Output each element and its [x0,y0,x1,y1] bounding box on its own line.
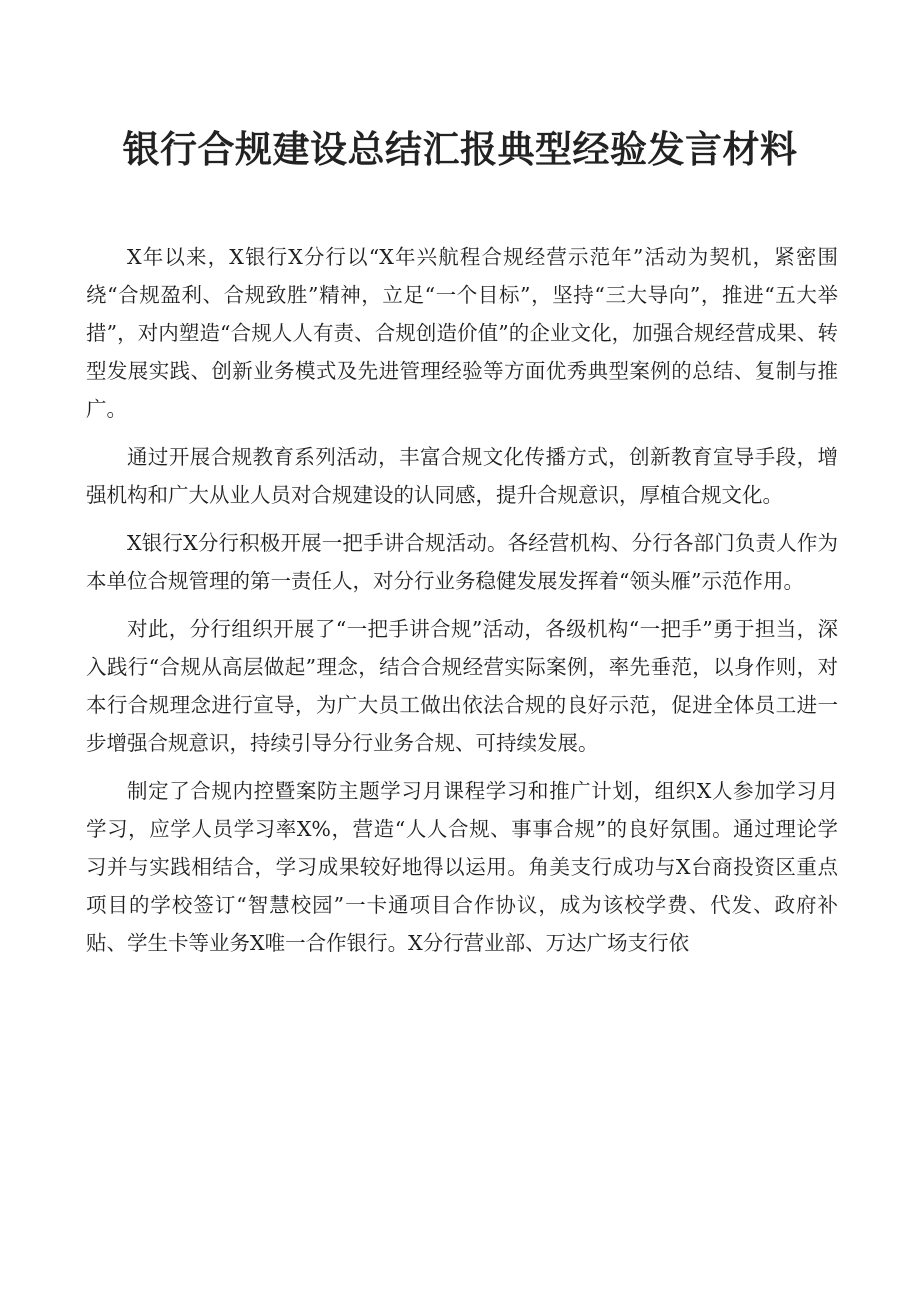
paragraph-5: 制定了合规内控暨案防主题学习月课程学习和推广计划，组织X人参加学习月学习，应学人员学习率X%，营造“人人合规、事事合规”的良好氛围。通过理论学习并与实践相结合，学习成果较好地得以运用。角美支行成功与X台商投资区重点项目的学校签订“智慧校园”一卡通项目合作协议，成为该校学费、代发、政府补贴、学生卡等业务X唯一合作银行。X分行营业部、万达广场支行依 [86,779,838,955]
paragraph-3: X银行X分行积极开展一把手讲合规活动。各经营机构、分行各部门负责人作为本单位合规管理的第一责任人，对分行业务稳健发展发挥着“领头雁”示范作用。 [86,531,838,593]
document-body [86,238,838,972]
paragraph-4: 对此，分行组织开展了“一把手讲合规”活动，各级机构“一把手”勇于担当，深入践行“合规从高层做起”理念，结合合规经营实际案例，率先垂范，以身作则，对本行合规理念进行宣导，为广大员工做出依法合规的良好示范，促进全体员工进一步增强合规意识，持续引导分行业务合规、可持续发展。 [86,617,838,755]
paragraph-1: X年以来，X银行X分行以“X年兴航程合规经营示范年”活动为契机，紧密围绕“合规盈利、合规致胜”精神，立足“一个目标”，坚持“三大导向”，推进“五大举措”，对内塑造“合规人人有责、合规创造价值”的企业文化，加强合规经营成果、转型发展实践、创新业务模式及先进管理经验等方面优秀典型案例的总结、复制与推广。 [86,245,838,421]
document-title: 银行合规建设总结汇报典型经验发言材料 [122,128,798,171]
paragraph-2: 通过开展合规教育系列活动，丰富合规文化传播方式，创新教育宣导手段，增强机构和广大从业人员对合规建设的认同感，提升合规意识，厚植合规文化。 [86,445,838,507]
